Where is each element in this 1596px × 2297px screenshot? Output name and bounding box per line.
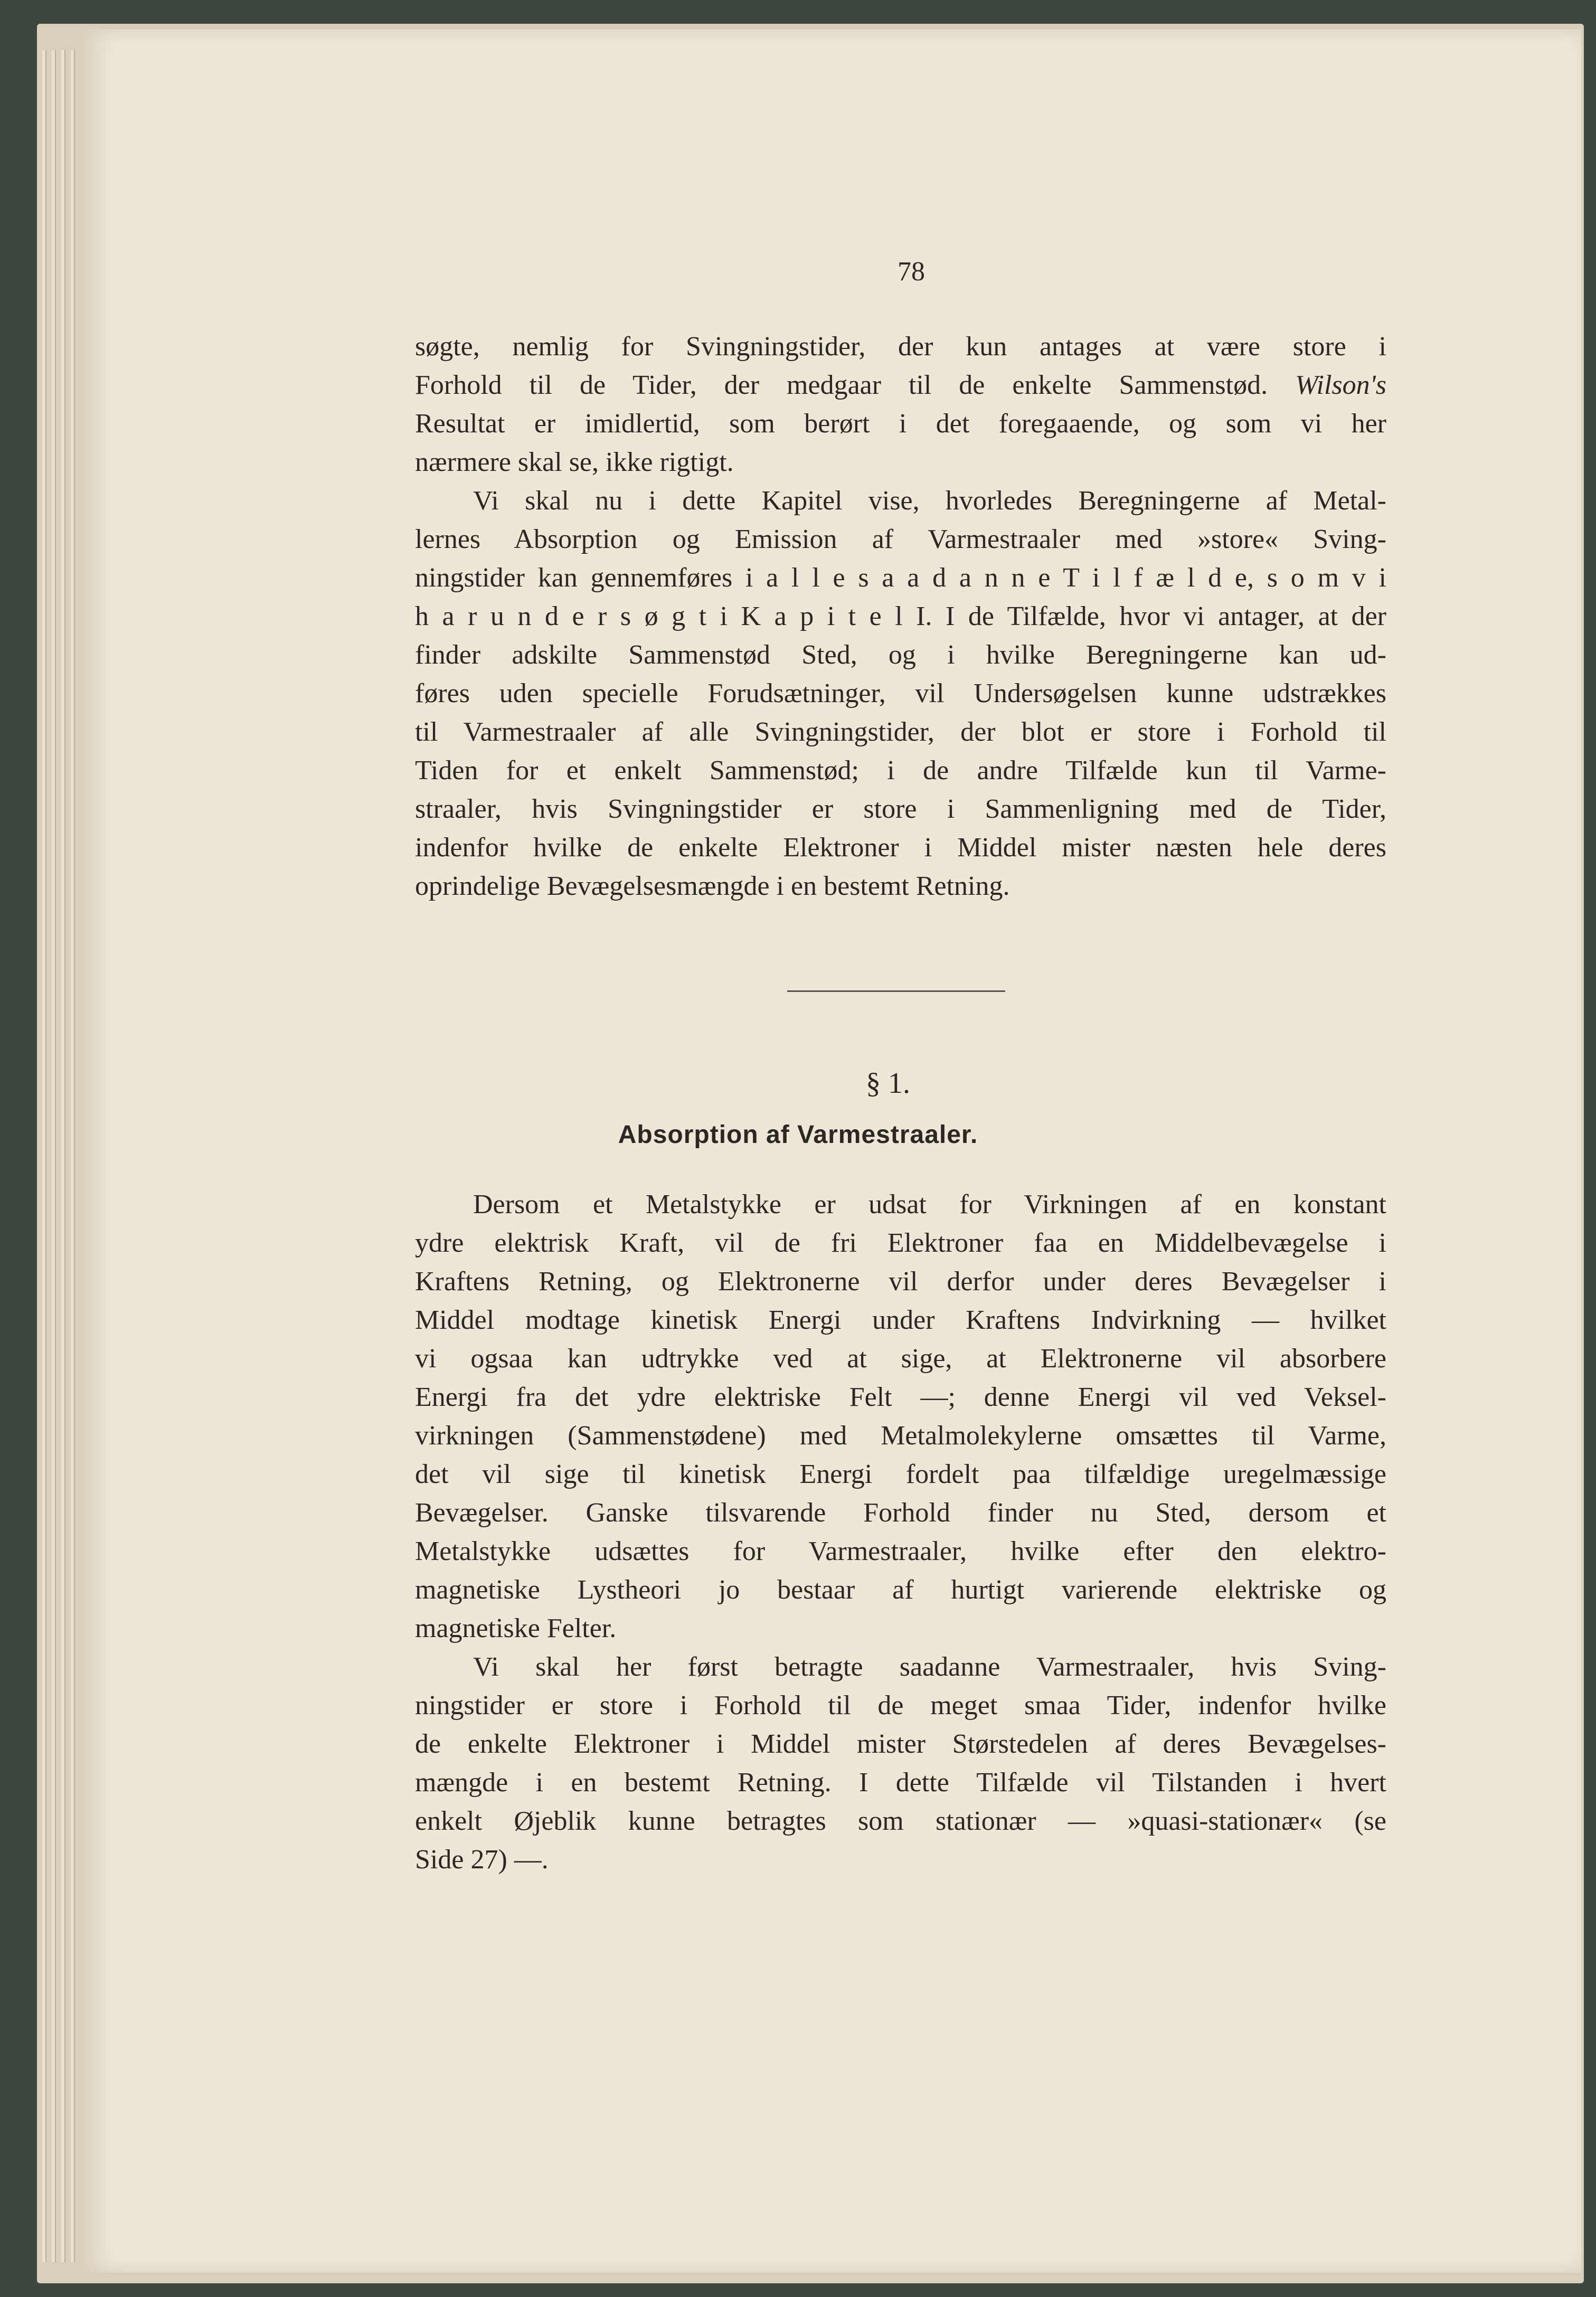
text-line: finder adskilte Sammenstød Sted, og i hvilke Beregningerne kan ud- (415, 640, 1386, 670)
section-number: § 1. (866, 1067, 910, 1100)
text-line: Kraftens Retning, og Elektronerne vil derfor under deres Bevægelser i (415, 1266, 1386, 1297)
text-line: vi ogsaa kan udtrykke ved at sige, at Elektronerne vil absorbere (415, 1344, 1386, 1374)
text-line: det vil sige til kinetisk Energi fordelt paa tilfældige uregelmæssige (415, 1459, 1386, 1489)
text-line: straaler, hvis Svingningstider er store i Sammenligning med de Tider, (415, 794, 1386, 824)
text-line: Energi fra det ydre elektriske Felt —; denne Energi vil ved Veksel- (415, 1382, 1386, 1412)
bottom-text-block (415, 1185, 1386, 1879)
text-line: oprindelige Bevægelsesmængde i en bestemt Retning. (415, 871, 1010, 901)
text-line: nærmere skal se, ikke rigtigt. (415, 447, 734, 477)
paragraph (415, 1185, 1386, 1648)
text-line: Dersom et Metalstykke er udsat for Virkningen af en konstant (473, 1189, 1386, 1220)
page-edge (52, 50, 56, 2262)
page-edge (42, 50, 46, 2262)
text-line: søgte, nemlig for Svingningstider, der kun antages at være store i (415, 332, 1386, 362)
page-edge (71, 50, 75, 2262)
text-line: indenfor hvilke de enkelte Elektroner i Middel mister næsten hele deres (415, 833, 1386, 863)
paragraph (415, 327, 1386, 481)
page-edge (61, 50, 65, 2262)
text-line: Vi skal nu i dette Kapitel vise, hvorledes Beregningerne af Metal- (473, 486, 1386, 516)
text-line: Middel modtage kinetisk Energi under Kraftens Indvirkning — hvilket (415, 1305, 1386, 1335)
text-line: ydre elektrisk Kraft, vil de fri Elektroner faa en Middelbevægelse i (415, 1228, 1386, 1258)
text-line: Side 27) —. (415, 1845, 549, 1875)
text-line: Vi skal her først betragte saadanne Varmestraaler, hvis Sving- (473, 1652, 1386, 1682)
text-line: Metalstykke udsættes for Varmestraaler, hvilke efter den elektro- (415, 1536, 1386, 1566)
text-line: lernes Absorption og Emission af Varmestraaler med »store« Sving- (415, 524, 1386, 554)
page-number: 78 (898, 257, 925, 287)
text-line: ningstider er store i Forhold til de meget smaa Tider, indenfor hvilke (415, 1690, 1386, 1721)
paragraph (415, 481, 1386, 905)
text-line: h a r u n d e r s ø g t i K a p i t e l I. I de Tilfælde, hvor vi antager, at der (415, 601, 1386, 631)
text-line: Bevægelser. Ganske tilsvarende Forhold finder nu Sted, dersom et (415, 1498, 1386, 1528)
text-line: føres uden specielle Forudsætninger, vil Undersøgelsen kunne udstrækkes (415, 678, 1386, 708)
text-line: magnetiske Felter. (415, 1613, 617, 1643)
text-line: ningstider kan gennemføres i a l l e s a a d a n n e T i l f æ l d e, s o m v i (415, 563, 1386, 593)
paragraph (415, 1648, 1386, 1879)
text-line: enkelt Øjeblik kunne betragtes som stationær — »quasi-stationær« (se (415, 1806, 1386, 1836)
text-line: til Varmestraaler af alle Svingningstider, der blot er store i Forhold til (415, 717, 1386, 747)
top-text-block (415, 327, 1386, 905)
text-line: de enkelte Elektroner i Middel mister Størstedelen af deres Bevægelses- (415, 1729, 1386, 1759)
section-heading: Absorption af Varmestraaler. (618, 1121, 978, 1149)
section-divider (787, 990, 1005, 992)
text-line: Tiden for et enkelt Sammenstød; i de andre Tilfælde kun til Varme- (415, 755, 1386, 786)
text-line: virkningen (Sammenstødene) med Metalmolekylerne omsættes til Varme, (415, 1421, 1386, 1451)
text-line: Forhold til de Tider, der medgaar til de enkelte Sammenstød. Wilson's (415, 370, 1386, 400)
text-line: mængde i en bestemt Retning. I dette Tilfælde vil Tilstanden i hvert (415, 1767, 1386, 1798)
text-line: Resultat er imidlertid, som berørt i det foregaaende, og som vi her (415, 409, 1386, 439)
italic-name: Wilson's (1295, 370, 1386, 400)
text-line: magnetiske Lystheori jo bestaar af hurtigt varierende elektriske og (415, 1575, 1386, 1605)
